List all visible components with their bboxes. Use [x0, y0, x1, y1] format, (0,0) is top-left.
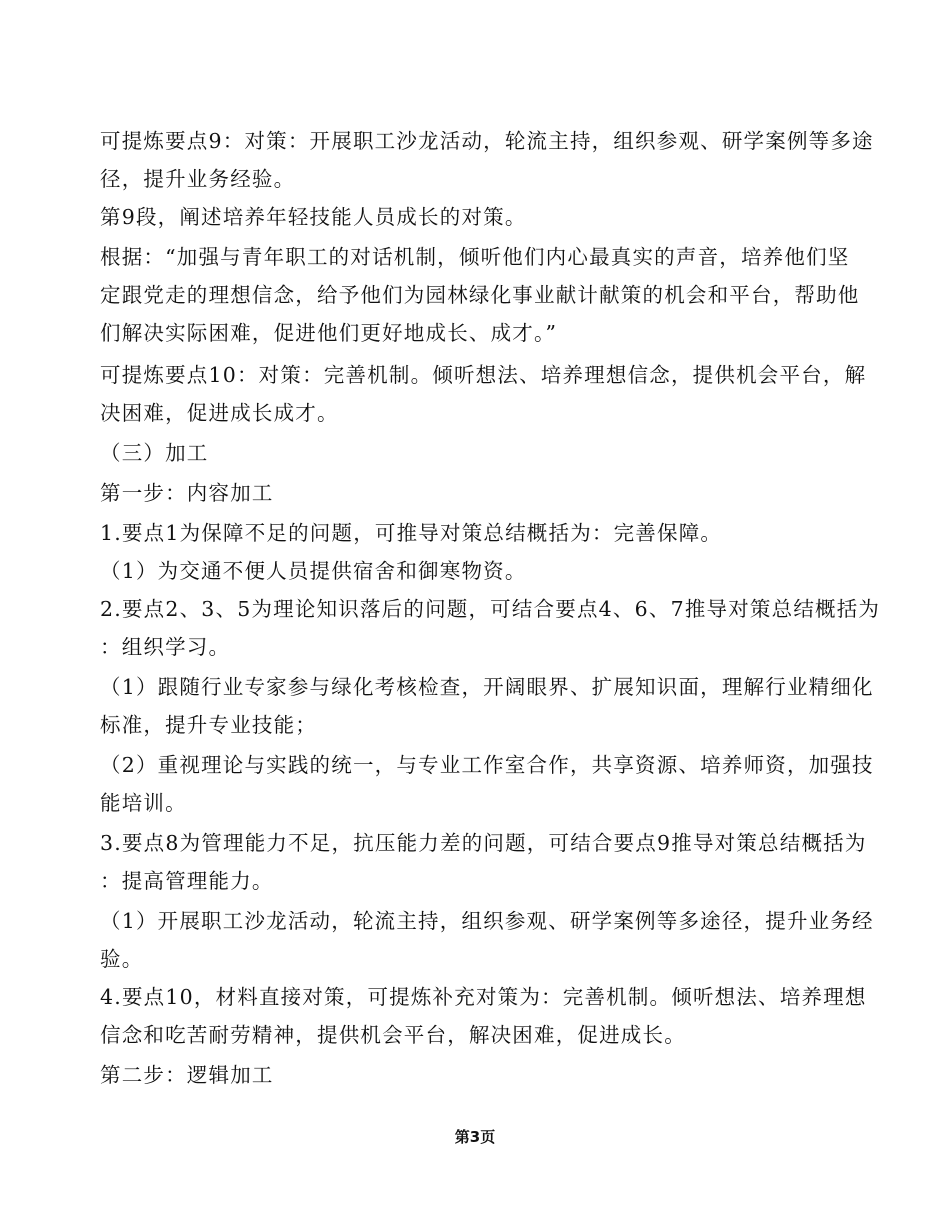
- text-line: 能培训。: [100, 791, 187, 815]
- text-line: （1）为交通不便人员提供宿舍和御寒物资。: [100, 559, 527, 583]
- step-heading: 第二步：逻辑加工: [100, 1063, 274, 1087]
- text-line: ：组织学习。: [100, 635, 231, 659]
- text-line: （2）重视理论与实践的统一，与专业工作室合作，共享资源、培养师资，加强技: [100, 753, 874, 777]
- text-line: 4.要点10，材料直接对策，可提炼补充对策为：完善机制。倾听想法、培养理想: [100, 985, 867, 1009]
- text-line: 第9段，阐述培养年轻技能人员成长的对策。: [100, 205, 527, 229]
- text-line: （1）跟随行业专家参与绿化考核检查，开阔眼界、扩展知识面，理解行业精细化: [100, 675, 874, 699]
- section-heading: （三）加工: [100, 441, 209, 465]
- text-line: 决困难，促进成长成才。: [100, 401, 339, 425]
- text-line: 信念和吃苦耐劳精神，提供机会平台，解决困难，促进成长。: [100, 1023, 686, 1047]
- text-line: 可提炼要点10：对策：完善机制。倾听想法、培养理想信念，提供机会平台，解: [100, 363, 867, 387]
- text-line: 3.要点8为管理能力不足，抗压能力差的问题，可结合要点9推导对策总结概括为: [100, 831, 867, 855]
- text-line: 标准，提升专业技能；: [100, 713, 317, 737]
- text-line: 可提炼要点9：对策：开展职工沙龙活动，轮流主持，组织参观、研学案例等多途: [100, 129, 874, 153]
- text-line: 径，提升业务经验。: [100, 167, 296, 191]
- step-heading: 第一步：内容加工: [100, 481, 274, 505]
- text-line: （1）开展职工沙龙活动，轮流主持，组织参观、研学案例等多途径，提升业务经: [100, 909, 874, 933]
- text-line: 根据：“加强与青年职工的对话机制，倾听他们内心最真实的声音，培养他们坚: [100, 245, 850, 269]
- page-number: 第3页: [454, 1128, 496, 1146]
- text-line: 定跟党走的理想信念，给予他们为园林绿化事业献计献策的机会和平台，帮助他: [100, 283, 860, 307]
- text-line: 2.要点2、3、5为理论知识落后的问题，可结合要点4、6、7推导对策总结概括为: [100, 597, 881, 621]
- text-line: 验。: [100, 947, 144, 971]
- text-line: 们解决实际困难，促进他们更好地成长、成才。”: [100, 321, 558, 345]
- text-line: 1.要点1为保障不足的问题，可推导对策总结概括为：完善保障。: [100, 521, 723, 545]
- text-line: ：提高管理能力。: [100, 869, 274, 893]
